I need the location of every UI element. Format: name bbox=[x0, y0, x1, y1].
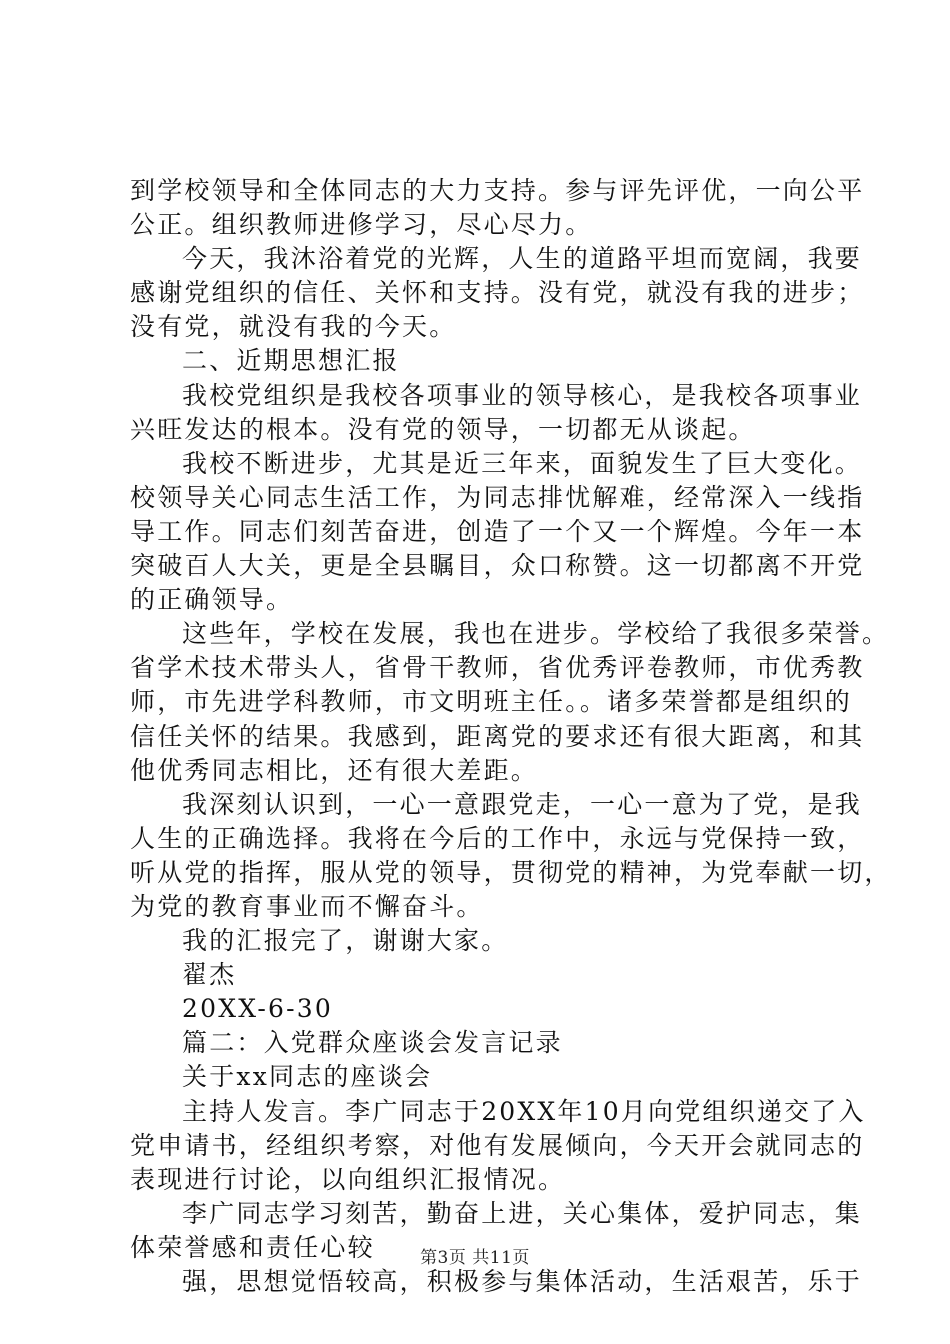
text-line: 兴旺发达的根本。没有党的领导，一切都无从谈起。 bbox=[130, 414, 756, 444]
text-line: 导工作。同志们刻苦奋进，创造了一个又一个辉煌。今年一本 bbox=[130, 516, 865, 546]
text-line: 我校不断进步，尤其是近三年来，面貌发生了巨大变化。 bbox=[182, 448, 863, 478]
text-line: 没有党，就没有我的今天。 bbox=[130, 312, 457, 342]
text-line: 20XX-6-30 bbox=[182, 994, 333, 1024]
text-line: 信任关怀的结果。我感到，距离党的要求还有很大距离，和其 bbox=[130, 721, 865, 751]
text-line: 的正确领导。 bbox=[130, 585, 294, 615]
text-line: 主持人发言。李广同志于20XX年10月向党组织递交了入 bbox=[182, 1096, 866, 1126]
text-line: 我深刻认识到，一心一意跟党走，一心一意为了党，是我 bbox=[182, 789, 863, 819]
text-line: 体荣誉感和责任心较 bbox=[130, 1232, 375, 1262]
text-line: 省学术技术带头人，省骨干教师，省优秀评卷教师，市优秀教 bbox=[130, 653, 865, 683]
text-line: 我的汇报完了，谢谢大家。 bbox=[182, 926, 509, 956]
text-line: 党申请书，经组织考察，对他有发展倾向，今天开会就同志的 bbox=[130, 1130, 865, 1160]
document-body bbox=[130, 174, 892, 1299]
text-line: 强，思想觉悟较高，积极参与集体活动，生活艰苦，乐于 bbox=[182, 1267, 863, 1296]
text-line: 公正。组织教师进修学习，尽心尽力。 bbox=[130, 210, 593, 240]
text-line: 听从党的指挥，服从党的领导，贯彻党的精神，为党奉献一切， bbox=[130, 857, 892, 887]
text-line: 我校党组织是我校各项事业的领导核心，是我校各项事业 bbox=[182, 380, 863, 410]
text-line: 二、近期思想汇报 bbox=[182, 346, 400, 376]
text-line: 翟杰 bbox=[182, 960, 237, 990]
text-line: 李广同志学习刻苦，勤奋上进，关心集体，爱护同志，集 bbox=[182, 1198, 863, 1228]
text-line: 他优秀同志相比，还有很大差距。 bbox=[130, 755, 539, 785]
text-line: 关于xx同志的座谈会 bbox=[182, 1062, 433, 1092]
text-line: 突破百人大关，更是全县瞩目，众口称赞。这一切都离不开党 bbox=[130, 551, 865, 581]
text-line: 到学校领导和全体同志的大力支持。参与评先评优，一向公平 bbox=[130, 176, 865, 205]
text-line: 为党的教育事业而不懈奋斗。 bbox=[130, 891, 484, 921]
text-line: 感谢党组织的信任、关怀和支持。没有党，就没有我的进步； bbox=[130, 278, 865, 308]
text-line: 篇二：入党群众座谈会发言记录 bbox=[182, 1028, 563, 1058]
text-line: 人生的正确选择。我将在今后的工作中，永远与党保持一致， bbox=[130, 823, 865, 853]
text-line: 今天，我沐浴着党的光辉，人生的道路平坦而宽阔，我要 bbox=[182, 244, 863, 274]
text-line: 表现进行讨论，以向组织汇报情况。 bbox=[130, 1164, 566, 1194]
text-line: 师，市先进学科教师，市文明班主任。。诸多荣誉都是组织的 bbox=[130, 687, 852, 717]
page-number-footer: 第3页 共11页 bbox=[420, 1248, 530, 1268]
text-line: 校领导关心同志生活工作，为同志排忧解难，经常深入一线指 bbox=[130, 482, 865, 512]
text-line: 这些年，学校在发展，我也在进步。学校给了我很多荣誉。 bbox=[182, 619, 890, 649]
